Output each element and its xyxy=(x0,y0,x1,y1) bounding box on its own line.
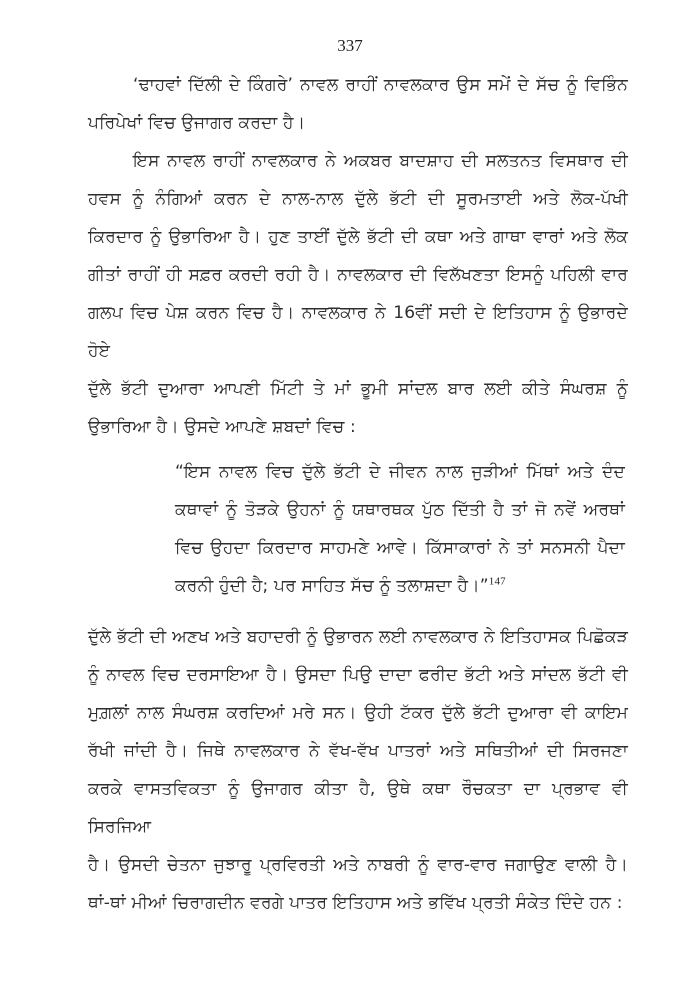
quote-line: ਵਿਚ ਉਹਦਾ ਕਿਰਦਾਰ ਸਾਹਮਣੇ ਆਵੇ। ਕਿੱਸਾਕਾਰਾਂ ਨੇ ਤਾਂ ਸਨਸਨੀ ਪੈਦਾ xyxy=(175,538,625,558)
paragraph-3 xyxy=(88,618,628,922)
quote-last-line-text: ਕਰਨੀ ਹੁੰਦੀ ਹੈ; ਪਰ ਸਾਹਿਤ ਸੱਚ ਨੂੰ ਤਲਾਸ਼ਦਾ ਹੈ।” xyxy=(175,576,489,596)
block-quote xyxy=(175,453,625,605)
text-line: ਦੁੱਲੇ ਭੱਟੀ ਦੀ ਅਣਖ ਅਤੇ ਬਹਾਦਰੀ ਨੂੰ ਉਭਾਰਨ ਲਈ ਨਾਵਲਕਾਰ ਨੇ ਇਤਿਹਾਸਕ ਪਿਛੋਕੜ xyxy=(88,627,628,647)
text-line: ਥਾਂ-ਥਾਂ ਮੀਆਂ ਚਿਰਾਗਦੀਨ ਵਰਗੇ ਪਾਤਰ ਇਤਿਹਾਸ ਅਤੇ ਭਵਿੱਖ ਪ੍ਰਤੀ ਸੰਕੇਤ ਦਿੰਦੇ ਹਨ : xyxy=(88,893,623,913)
text-line: ਉਭਾਰਿਆ ਹੈ। ਉਸਦੇ ਆਪਣੇ ਸ਼ਬਦਾਂ ਵਿਚ : xyxy=(88,417,356,437)
text-line: ਗੀਤਾਂ ਰਾਹੀਂ ਹੀ ਸਫ਼ਰ ਕਰਦੀ ਰਹੀ ਹੈ। ਨਾਵਲਕਾਰ ਦੀ ਵਿਲੱਖਣਤਾ ਇਸਨੂੰ ਪਹਿਲੀ ਵਾਰ xyxy=(88,265,628,285)
page-body xyxy=(88,66,628,922)
text-line: ‘ਢਾਹਵਾਂ ਦਿੱਲੀ ਦੇ ਕਿੰਗਰੇ’ ਨਾਵਲ ਰਾਹੀਂ ਨਾਵਲਕਾਰ ਉਸ ਸਮੇਂ ਦੇ ਸੱਚ ਨੂੰ ਵਿਭਿੰਨ xyxy=(133,75,628,95)
text-line: ਮੁਗ਼ਲਾਂ ਨਾਲ ਸੰਘਰਸ਼ ਕਰਦਿਆਂ ਮਰੇ ਸਨ। ਉਹੀ ਟੱਕਰ ਦੁੱਲੇ ਭੱਟੀ ਦੁਆਰਾ ਵੀ ਕਾਇਮ xyxy=(88,703,628,723)
footnote-reference: 147 xyxy=(488,575,506,588)
text-line: ਗਲਪ ਵਿਚ ਪੇਸ਼ ਕਰਨ ਵਿਚ ਹੈ। ਨਾਵਲਕਾਰ ਨੇ 16ਵੀਂ ਸਦੀ ਦੇ ਇਤਿਹਾਸ ਨੂੰ ਉਭਾਰਦੇ ਹੋਏ xyxy=(88,303,628,361)
paragraph-1 xyxy=(88,66,628,142)
paragraph-2 xyxy=(88,142,628,446)
text-line: ਰੱਖੀ ਜਾਂਦੀ ਹੈ। ਜਿਥੇ ਨਾਵਲਕਾਰ ਨੇ ਵੱਖ-ਵੱਖ ਪਾਤਰਾਂ ਅਤੇ ਸਥਿਤੀਆਂ ਦੀ ਸਿਰਜਣਾ xyxy=(88,741,628,761)
text-line: ਕਰਕੇ ਵਾਸਤਵਿਕਤਾ ਨੂੰ ਉਜਾਗਰ ਕੀਤਾ ਹੈ, ਉਥੇ ਕਥਾ ਰੌਚਕਤਾ ਦਾ ਪ੍ਰਭਾਵ ਵੀ ਸਿਰਜਿਆ xyxy=(88,779,628,837)
text-line: ਇਸ ਨਾਵਲ ਰਾਹੀਂ ਨਾਵਲਕਾਰ ਨੇ ਅਕਬਰ ਬਾਦਸ਼ਾਹ ਦੀ ਸਲਤਨਤ ਵਿਸਥਾਰ ਦੀ xyxy=(133,151,628,171)
text-line: ਹੈ। ਉਸਦੀ ਚੇਤਨਾ ਜੁਝਾਰੂ ਪ੍ਰਵਿਰਤੀ ਅਤੇ ਨਾਬਰੀ ਨੂੰ ਵਾਰ-ਵਾਰ ਜਗਾਉਣ ਵਾਲੀ ਹੈ। xyxy=(88,855,628,875)
text-line: ਦੁੱਲੇ ਭੱਟੀ ਦੁਆਰਾ ਆਪਣੀ ਮਿੱਟੀ ਤੇ ਮਾਂ ਭੂਮੀ ਸਾਂਦਲ ਬਾਰ ਲਈ ਕੀਤੇ ਸੰਘਰਸ਼ ਨੂੰ xyxy=(88,379,628,399)
quote-line: “ਇਸ ਨਾਵਲ ਵਿਚ ਦੁੱਲੇ ਭੱਟੀ ਦੇ ਜੀਵਨ ਨਾਲ ਜੁੜੀਆਂ ਮਿੱਥਾਂ ਅਤੇ ਦੰਦ xyxy=(175,462,625,482)
text-line: ਕਿਰਦਾਰ ਨੂੰ ਉਭਾਰਿਆ ਹੈ। ਹੁਣ ਤਾਈਂ ਦੁੱਲੇ ਭੱਟੀ ਦੀ ਕਥਾ ਅਤੇ ਗਾਥਾ ਵਾਰਾਂ ਅਤੇ ਲੋਕ xyxy=(88,227,628,247)
text-line: ਹਵਸ ਨੂੰ ਨੰਗਿਆਂ ਕਰਨ ਦੇ ਨਾਲ-ਨਾਲ ਦੁੱਲੇ ਭੱਟੀ ਦੀ ਸੂਰਮਤਾਈ ਅਤੇ ਲੋਕ-ਪੱਖੀ xyxy=(88,189,628,209)
text-line: ਪਰਿਪੇਖਾਂ ਵਿਚ ਉਜਾਗਰ ਕਰਦਾ ਹੈ। xyxy=(88,113,306,133)
quote-line: ਕਥਾਵਾਂ ਨੂੰ ਤੋੜਕੇ ਉਹਨਾਂ ਨੂੰ ਯਥਾਰਥਕ ਪੁੱਠ ਦਿੱਤੀ ਹੈ ਤਾਂ ਜੋ ਨਵੇਂ ਅਰਥਾਂ xyxy=(175,500,625,520)
page-number: 337 xyxy=(337,36,363,55)
text-line: ਨੂੰ ਨਾਵਲ ਵਿਚ ਦਰਸਾਇਆ ਹੈ। ਉਸਦਾ ਪਿਉ ਦਾਦਾ ਫਰੀਦ ਭੱਟੀ ਅਤੇ ਸਾਂਦਲ ਭੱਟੀ ਵੀ xyxy=(88,665,628,685)
quote-line xyxy=(175,567,625,605)
